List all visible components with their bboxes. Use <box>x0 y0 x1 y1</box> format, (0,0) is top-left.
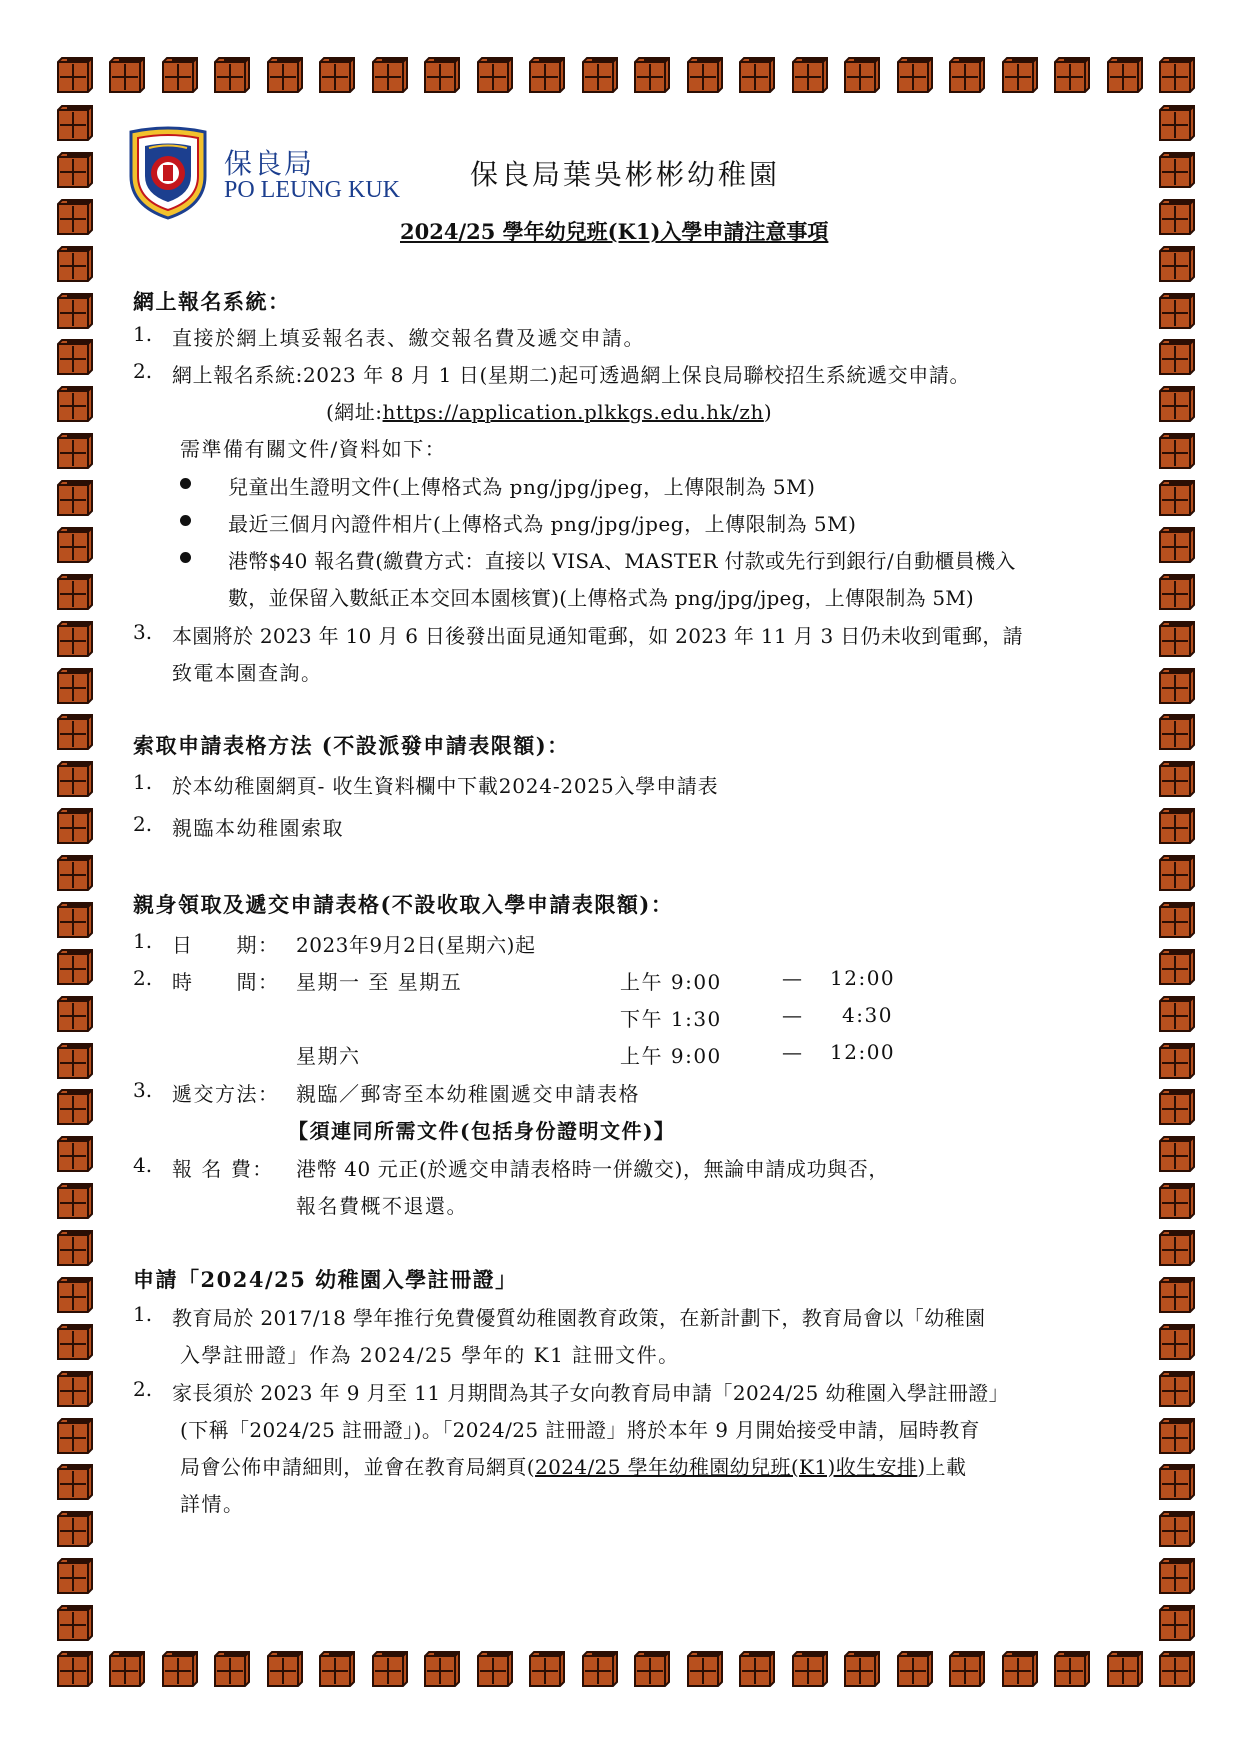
border-box-icon <box>1158 1229 1196 1267</box>
time-number: 2. <box>133 966 153 990</box>
border-box-icon <box>213 1650 251 1688</box>
border-box-icon <box>1158 1323 1196 1361</box>
border-box-icon <box>1158 1510 1196 1548</box>
border-box-icon <box>56 526 94 564</box>
border-box-icon <box>423 1650 461 1688</box>
border-box-icon <box>1158 807 1196 845</box>
dash: — <box>782 1040 804 1064</box>
border-box-icon <box>896 56 934 94</box>
application-url-link[interactable]: https://application.plkkgs.edu.hk/zh <box>382 400 764 424</box>
border-box-icon <box>56 198 94 236</box>
border-box-icon <box>56 1088 94 1126</box>
method-note: 【須連同所需文件(包括身份證明文件)】 <box>288 1119 676 1143</box>
border-box-icon <box>56 104 94 142</box>
border-box-icon <box>56 713 94 751</box>
border-box-icon <box>56 1510 94 1548</box>
online-url-suffix: ) <box>763 400 773 424</box>
border-box-icon <box>423 56 461 94</box>
online-section-heading: 網上報名系統： <box>133 289 291 314</box>
border-box-icon <box>1158 338 1196 376</box>
bullet-icon <box>180 552 191 563</box>
border-box-icon <box>1158 432 1196 470</box>
border-box-icon <box>948 56 986 94</box>
border-box-icon <box>56 995 94 1033</box>
registration-item2-line3-prefix: 局會公佈申請細則，並會在教育局網頁( <box>180 1455 536 1479</box>
border-box-icon <box>56 151 94 189</box>
border-box-icon <box>56 667 94 705</box>
border-box-icon <box>108 1650 146 1688</box>
border-box-icon <box>56 56 94 94</box>
documents-intro: 需準備有關文件/資料如下： <box>180 437 447 461</box>
border-box-icon <box>1158 479 1196 517</box>
dash: — <box>782 966 804 990</box>
border-box-icon <box>1158 667 1196 705</box>
border-box-icon <box>948 1650 986 1688</box>
border-box-icon <box>633 56 671 94</box>
border-box-icon <box>528 1650 566 1688</box>
border-box-icon <box>1158 104 1196 142</box>
online-item2: 網上報名系統:2023 年 8 月 1 日(星期二)起可透過網上保良局聯校招生系統遞交申請。 <box>172 363 971 387</box>
registration-item2-line1: 家長須於 2023 年 9 月至 11 月期間為其子女向教育局申請「2024/25 幼稚園入學註冊證」 <box>172 1381 1010 1405</box>
document-bullet-3-line2: 數，並保留入數紙正本交回本園核實)(上傳格式為 png/jpg/jpeg，上傳限制為 5M) <box>228 586 974 610</box>
border-box-icon <box>56 245 94 283</box>
saturday-label: 星期六 <box>296 1044 361 1068</box>
border-box-icon <box>266 1650 304 1688</box>
obtain-item1: 於本幼稚園網頁- 收生資料欄中下載2024-2025入學申請表 <box>172 774 719 798</box>
border-box-icon <box>56 807 94 845</box>
border-box-icon <box>1158 1276 1196 1314</box>
bullet-icon <box>180 478 191 489</box>
border-box-icon <box>1158 948 1196 986</box>
border-box-icon <box>161 56 199 94</box>
border-box-icon <box>56 432 94 470</box>
border-box-icon <box>1106 1650 1144 1688</box>
date-number: 1. <box>133 929 153 953</box>
border-box-icon <box>686 56 724 94</box>
logo-english-name: PO LEUNG KUK <box>224 177 400 203</box>
fee-label: 報 名 費： <box>172 1157 274 1181</box>
border-box-icon <box>738 1650 776 1688</box>
online-url-line <box>326 396 772 425</box>
border-box-icon <box>1158 385 1196 423</box>
border-box-icon <box>56 1604 94 1642</box>
border-box-icon <box>1158 292 1196 330</box>
border-box-icon <box>56 620 94 658</box>
obtain-section-heading: 索取申請表格方法 (不設派發申請表限額)： <box>133 733 570 758</box>
border-box-icon <box>371 56 409 94</box>
border-box-icon <box>56 1557 94 1595</box>
border-box-icon <box>318 1650 356 1688</box>
border-box-icon <box>1158 1088 1196 1126</box>
border-box-icon <box>581 1650 619 1688</box>
document-bullet-2: 最近三個月內證件相片(上傳格式為 png/jpg/jpeg，上傳限制為 5M) <box>228 512 857 536</box>
border-box-icon <box>1158 1604 1196 1642</box>
border-box-icon <box>56 1463 94 1501</box>
border-box-icon <box>56 1417 94 1455</box>
logo-chinese-name: 保良局 <box>224 147 315 180</box>
online-url-prefix: (網址: <box>326 400 383 424</box>
time-label: 時 間： <box>172 970 280 994</box>
border-box-icon <box>161 1650 199 1688</box>
fee-number: 4. <box>133 1153 153 1177</box>
border-box-icon <box>1158 56 1196 94</box>
registration-item2-line2: (下稱「2024/25 註冊證」)。「2024/25 註冊證」將於本年 9 月開始接受申請，屆時教育 <box>180 1418 980 1442</box>
border-box-icon <box>56 1276 94 1314</box>
border-box-icon <box>1158 1370 1196 1408</box>
border-box-icon <box>56 760 94 798</box>
border-box-icon <box>371 1650 409 1688</box>
border-box-icon <box>791 56 829 94</box>
document-bullet-3-line1: 港幣$40 報名費(繳費方式：直接以 VISA、MASTER 付款或先行到銀行/自動櫃員機入 <box>228 549 1016 573</box>
online-item2-number: 2. <box>133 359 153 383</box>
bullet-icon <box>180 515 191 526</box>
border-box-icon <box>1158 1463 1196 1501</box>
border-box-icon <box>1158 1557 1196 1595</box>
border-box-icon <box>56 338 94 376</box>
border-box-icon <box>843 56 881 94</box>
obtain-item2-number: 2. <box>133 812 153 836</box>
method-label: 遞交方法： <box>172 1082 280 1106</box>
weekday-pm-end: 4:30 <box>842 1003 893 1027</box>
border-box-icon <box>1158 1182 1196 1220</box>
border-box-icon <box>1158 760 1196 798</box>
border-box-icon <box>1158 198 1196 236</box>
border-box-icon <box>1158 1042 1196 1080</box>
po-leung-kuk-crest-icon <box>125 126 211 220</box>
border-box-icon <box>528 56 566 94</box>
border-box-icon <box>843 1650 881 1688</box>
border-box-icon <box>633 1650 671 1688</box>
obtain-item1-number: 1. <box>133 770 153 794</box>
border-box-icon <box>686 1650 724 1688</box>
border-box-icon <box>1053 56 1091 94</box>
obtain-item2: 親臨本幼稚園索取 <box>172 816 344 840</box>
border-box-icon <box>1001 1650 1039 1688</box>
border-box-icon <box>896 1650 934 1688</box>
border-box-icon <box>1158 901 1196 939</box>
method-value: 親臨／郵寄至本幼稚園遞交申請表格 <box>296 1082 640 1106</box>
border-box-icon <box>56 385 94 423</box>
weekday-pm-start: 下午 1:30 <box>620 1007 722 1031</box>
border-box-icon <box>1158 620 1196 658</box>
border-box-icon <box>1158 713 1196 751</box>
border-box-icon <box>476 1650 514 1688</box>
border-box-icon <box>1158 1135 1196 1173</box>
online-item3-line1: 本園將於 2023 年 10 月 6 日後發出面見通知電郵，如 2023 年 11 月 3 日仍未收到電郵，請 <box>172 624 1023 648</box>
border-box-icon <box>1053 1650 1091 1688</box>
border-box-icon <box>1158 995 1196 1033</box>
registration-item1-line2: 入學註冊證」作為 2024/25 學年的 K1 註冊文件。 <box>180 1343 680 1367</box>
submit-section-heading: 親身領取及遞交申請表格(不設收取入學申請表限額)： <box>133 892 674 917</box>
weekday-label: 星期一 至 星期五 <box>296 970 463 994</box>
document-bullet-1: 兒童出生證明文件(上傳格式為 png/jpg/jpeg，上傳限制為 5M) <box>228 475 816 499</box>
border-box-icon <box>1158 526 1196 564</box>
weekday-am-start: 上午 9:00 <box>620 970 722 994</box>
online-item1-number: 1. <box>133 322 153 346</box>
document-title: 2024/25 學年幼兒班(K1)入學申請注意事項 <box>400 219 829 244</box>
border-box-icon <box>1158 1417 1196 1455</box>
border-box-icon <box>1001 56 1039 94</box>
saturday-am-start: 上午 9:00 <box>620 1044 722 1068</box>
registration-item1-number: 1. <box>133 1302 153 1326</box>
border-box-icon <box>476 56 514 94</box>
registration-item2-line3-suffix: )上載 <box>917 1455 967 1479</box>
edb-k1-admission-link[interactable]: 2024/25 學年幼稚園幼兒班(K1)收生安排 <box>535 1455 918 1479</box>
registration-item1-line1: 教育局於 2017/18 學年推行免費優質幼稚園教育政策，在新計劃下，教育局會以「幼稚園 <box>172 1306 986 1330</box>
dash: — <box>782 1003 804 1027</box>
border-box-icon <box>1158 573 1196 611</box>
border-box-icon <box>1158 1650 1196 1688</box>
online-item3-line2: 致電本園查詢。 <box>172 661 323 685</box>
border-box-icon <box>56 1370 94 1408</box>
border-box-icon <box>56 1650 94 1688</box>
registration-item2-number: 2. <box>133 1377 153 1401</box>
border-box-icon <box>791 1650 829 1688</box>
border-box-icon <box>1158 245 1196 283</box>
saturday-am-end: 12:00 <box>830 1040 896 1064</box>
border-box-icon <box>318 56 356 94</box>
online-item3-number: 3. <box>133 620 153 644</box>
border-box-icon <box>56 1042 94 1080</box>
border-box-icon <box>56 1182 94 1220</box>
fee-line1: 港幣 40 元正(於遞交申請表格時一併繳交)，無論申請成功與否， <box>296 1157 889 1181</box>
date-value: 2023年9月2日(星期六)起 <box>296 933 536 957</box>
border-box-icon <box>56 1323 94 1361</box>
border-box-icon <box>56 854 94 892</box>
border-box-icon <box>56 948 94 986</box>
registration-item2-line3 <box>180 1451 966 1480</box>
weekday-am-end: 12:00 <box>830 966 896 990</box>
fee-line2: 報名費概不退還。 <box>296 1194 468 1218</box>
school-name: 保良局葉吳彬彬幼稚園 <box>470 158 781 191</box>
border-box-icon <box>56 292 94 330</box>
registration-item2-line4: 詳情。 <box>180 1492 245 1516</box>
border-box-icon <box>1158 854 1196 892</box>
online-item1: 直接於網上填妥報名表、繳交報名費及遞交申請。 <box>172 326 645 350</box>
method-number: 3. <box>133 1078 153 1102</box>
border-box-icon <box>56 901 94 939</box>
border-box-icon <box>581 56 619 94</box>
border-box-icon <box>1106 56 1144 94</box>
border-box-icon <box>266 56 304 94</box>
border-box-icon <box>108 56 146 94</box>
border-box-icon <box>56 1229 94 1267</box>
border-box-icon <box>738 56 776 94</box>
border-box-icon <box>56 1135 94 1173</box>
border-box-icon <box>213 56 251 94</box>
date-label: 日 期： <box>172 933 280 957</box>
border-box-icon <box>1158 151 1196 189</box>
border-box-icon <box>56 573 94 611</box>
registration-section-heading: 申請「2024/25 幼稚園入學註冊證」 <box>133 1267 518 1292</box>
border-box-icon <box>56 479 94 517</box>
